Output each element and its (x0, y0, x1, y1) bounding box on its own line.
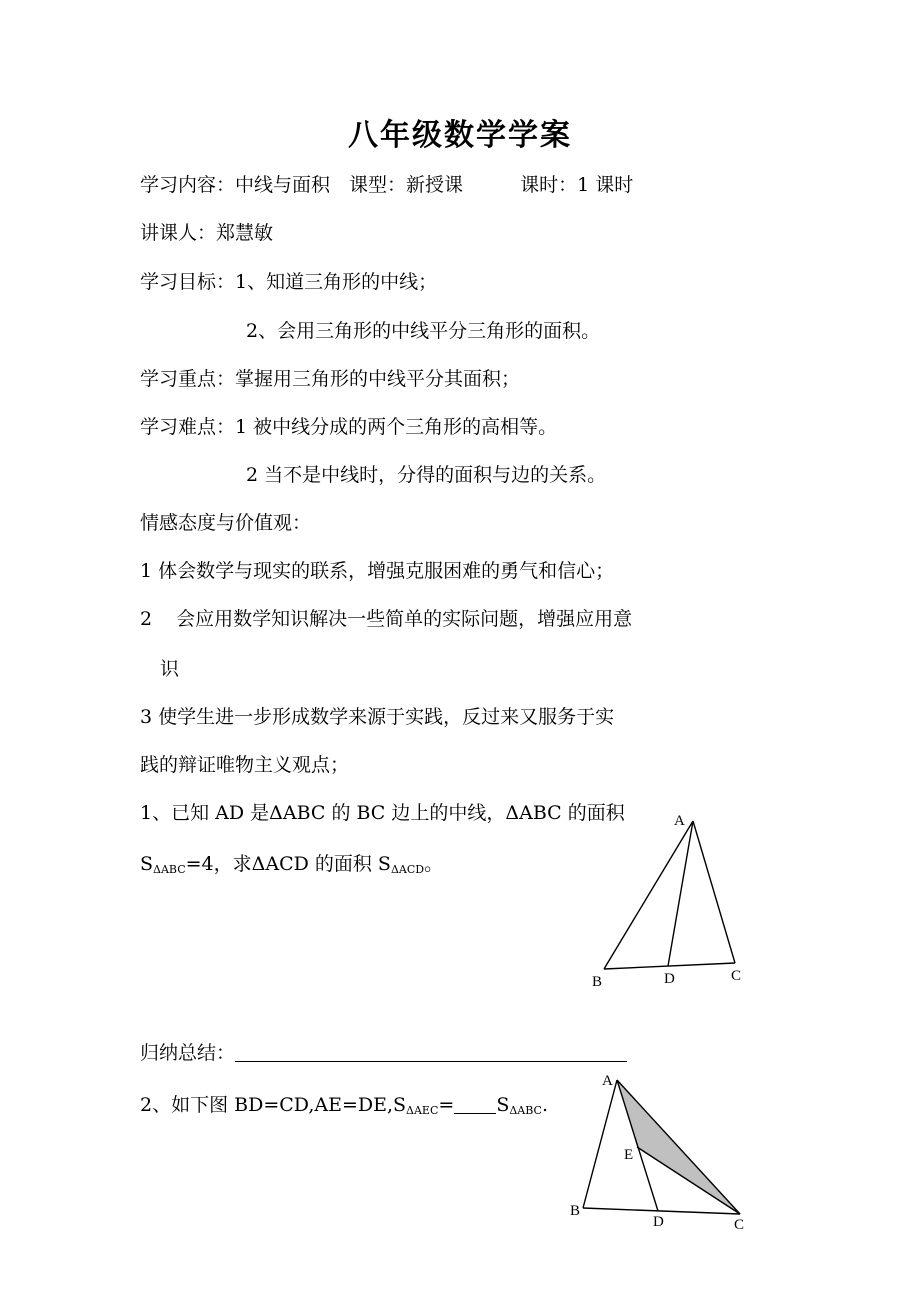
objectives-line-1 (140, 269, 437, 295)
attitude-item-3: 3 使学生进一步形成数学来源于实践，反过来又服务于实 (140, 706, 615, 728)
attitude-item-2-text: 会应用数学知识解决一些简单的实际问题，增强应用意 (176, 608, 633, 630)
lecturer-value: 郑慧敏 (216, 222, 274, 244)
label-d: D (653, 1214, 664, 1230)
label-d: D (664, 971, 675, 987)
label-b: B (592, 974, 603, 990)
key-point-line (140, 366, 520, 392)
lecturer-line (140, 220, 273, 246)
attitude-item-3-cont: 践的辩证唯物主义观点； (140, 754, 350, 776)
problem2-sub-aec: ΔAEC (406, 1104, 439, 1117)
side-ac (617, 1080, 740, 1214)
difficulty-item: 2 当不是中线时，分得的面积与边的关系。 (246, 464, 607, 486)
triangle-figure-2 (560, 1065, 760, 1235)
header-line (140, 172, 633, 198)
content-value: 中线与面积 (235, 174, 331, 196)
hours-value: 1 课时 (577, 174, 634, 196)
difficulty-line-1 (140, 414, 557, 440)
label-e: E (624, 1147, 634, 1163)
attitude-item-1: 1 体会数学与现实的联系，增强克服困难的勇气和信心； (140, 560, 615, 582)
problem1-line-2 (140, 851, 443, 883)
problem2-s: S (496, 1094, 510, 1116)
page-title: 八年级数学学案 (348, 118, 572, 153)
problem1-sub-abc: ΔABC (153, 863, 186, 876)
key-point-label: 学习重点： (140, 368, 236, 390)
label-c: C (731, 968, 742, 984)
problem1-mid: =4，求ΔACD 的面积 S (185, 853, 391, 875)
problem1-line-1: 1、已知 AD 是ΔABC 的 BC 边上的中线，ΔABC 的面积 (140, 802, 625, 824)
attitude-heading: 情感态度与价值观： (140, 512, 312, 534)
objective-item: 2、会用三角形的中线平分三角形的面积。 (246, 320, 601, 342)
triangle-figure-1 (580, 805, 760, 990)
type-value: 新授课 (406, 174, 464, 196)
problem2-eq: = (438, 1094, 455, 1116)
label-b: B (570, 1203, 581, 1219)
problem2-sub-abc: ΔABC (509, 1104, 542, 1117)
key-point-text: 掌握用三角形的中线平分其面积； (235, 368, 521, 390)
problem2-end: . (541, 1094, 548, 1116)
problem2-prefix: 2、如下图 BD=CD,AE=DE,S (140, 1094, 407, 1116)
attitude-item-2-cont: 识 (160, 658, 180, 680)
side-bc (604, 963, 735, 969)
label-a: A (602, 1073, 613, 1089)
attitude-item-2-number: 2 (140, 608, 153, 630)
difficulty-label: 学习难点： (140, 416, 236, 438)
objective-item: 1、知道三角形的中线； (235, 271, 438, 293)
problem2-line (140, 1092, 548, 1124)
problem1-sub-acd: ΔACD (390, 863, 425, 876)
summary-line (140, 1040, 627, 1066)
problem1-end: 。 (424, 853, 444, 875)
side-ab (583, 1080, 617, 1208)
problem1-s: S (140, 853, 154, 875)
content-label: 学习内容： (140, 174, 236, 196)
objectives-label: 学习目标： (140, 271, 236, 293)
answer-blank[interactable] (454, 1095, 496, 1114)
lecturer-label: 讲课人： (140, 222, 217, 244)
difficulty-item: 1 被中线分成的两个三角形的高相等。 (235, 416, 558, 438)
label-a: A (674, 813, 685, 829)
summary-blank[interactable] (235, 1043, 627, 1062)
type-label: 课型： (349, 174, 407, 196)
side-ac (693, 821, 735, 963)
label-c: C (734, 1217, 745, 1233)
summary-label: 归纳总结： (140, 1042, 236, 1064)
hours-label: 课时： (520, 174, 578, 196)
attitude-item-2 (140, 606, 632, 632)
